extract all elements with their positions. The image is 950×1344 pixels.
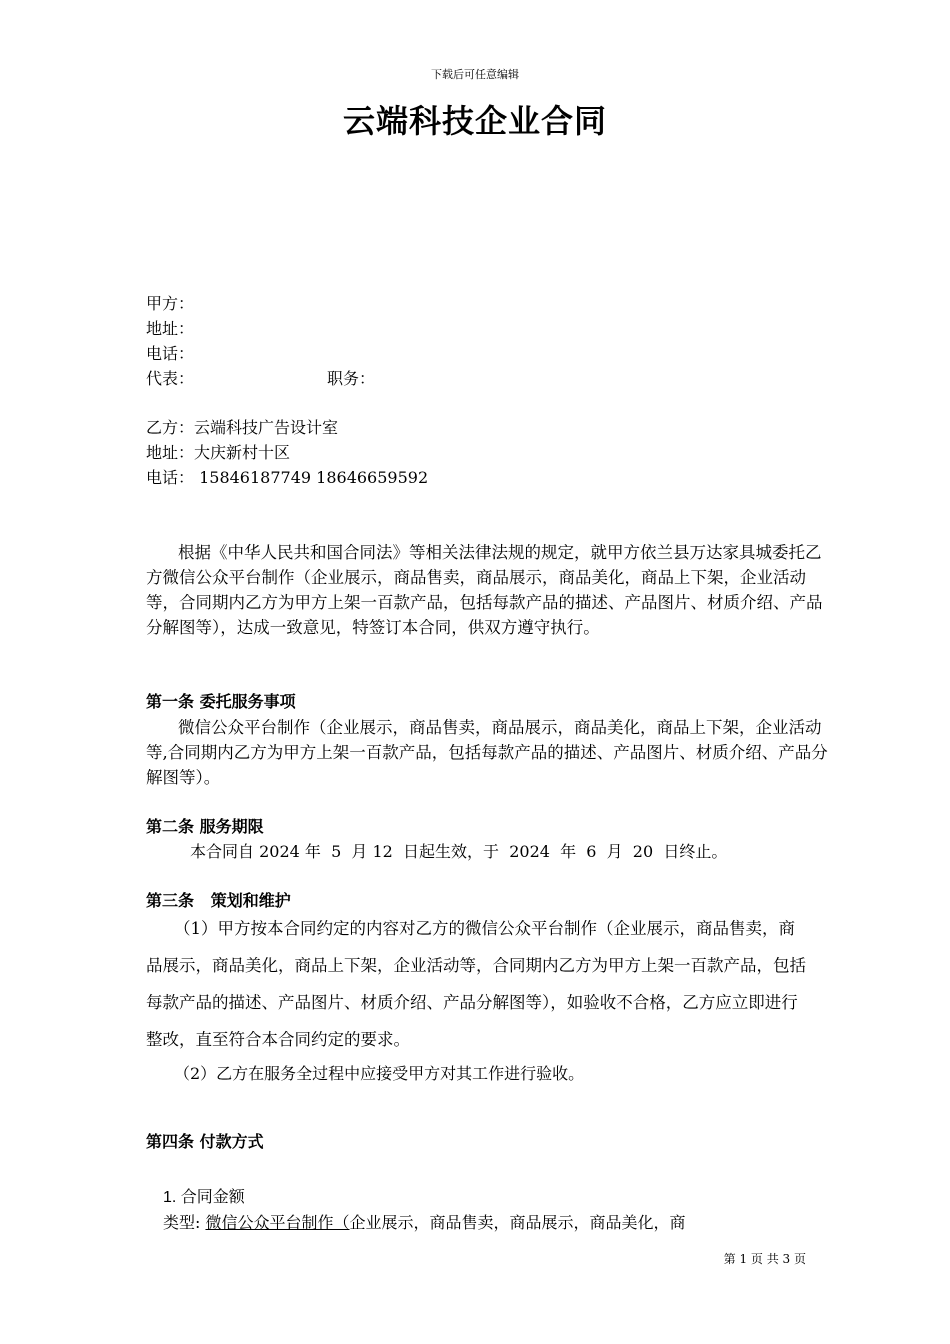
- article1-body: 微信公众平台制作（企业展示，商品售卖，商品展示，商品美化，商品上下架，企业活动等,合同期内乙方为甲方上架一百款产品，包括每款产品的描述、产品图片、材质介绍、产品分解图等）。: [146, 718, 828, 787]
- article2-body: 本合同自 2024 年 5 月 12 日起生效，于 2024 年 6 月 20 日终止。: [190, 842, 728, 861]
- article3-heading: 第三条 策划和维护: [146, 891, 291, 910]
- article3-p1: （1）甲方按本合同约定的内容对乙方的微信公众平台制作（企业展示，商品售卖，商品展示，商品美化，商品上下架，企业活动等，合同期内乙方为甲方上架一百款产品，包括每款产品的描述、产品图片、材质介绍、产品分解图等），如验收不合格，乙方应立即进行整改，直至符合本合同约定的要求。: [146, 919, 806, 1049]
- party-b-address: 地址：大庆新村十区: [146, 443, 291, 462]
- party-a-phone-label: 电话：: [146, 344, 195, 363]
- intro-paragraph: 根据《中华人民共和国合同法》等相关法律法规的规定，就甲方依兰县万达家具城委托乙方微信公众平台制作（企业展示，商品售卖，商品展示，商品美化，商品上下架，企业活动等，合同期内乙方为甲方上架一百款产品，包括每款产品的描述、产品图片、材质介绍、产品分解图等），达成一致意见，特签订本合同，供双方遵守执行。: [146, 543, 823, 637]
- contract-title: 云端科技企业合同: [342, 102, 607, 140]
- type-rest: 企业展示，商品售卖，商品展示，商品美化，商: [349, 1213, 686, 1232]
- article3-p2: （2）乙方在服务全过程中应接受甲方对其工作进行验收。: [174, 1064, 585, 1083]
- party-a-rep-label: 代表：: [146, 369, 195, 388]
- type-underlined: 微信公众平台制作（: [205, 1213, 350, 1232]
- type-line: [163, 1211, 686, 1235]
- page-number: 第 1 页 共 3 页: [723, 1252, 806, 1266]
- article4-heading: 第四条 付款方式: [146, 1132, 264, 1151]
- article1-heading: 第一条 委托服务事项: [146, 692, 296, 711]
- type-label: 类型:: [163, 1213, 206, 1232]
- party-a-name-label: 甲方：: [146, 294, 195, 313]
- article2-heading: 第二条 服务期限: [146, 817, 264, 836]
- contract-amount-item: 1. 合同金额: [163, 1189, 245, 1206]
- party-a-address-label: 地址：: [146, 319, 195, 338]
- header-note: 下载后可任意编辑: [431, 68, 519, 81]
- party-b-name: 乙方：云端科技广告设计室: [146, 418, 339, 437]
- party-b-phone: 电话： 15846187749 18646659592: [146, 468, 429, 487]
- party-a-position-label: 职务：: [327, 369, 376, 388]
